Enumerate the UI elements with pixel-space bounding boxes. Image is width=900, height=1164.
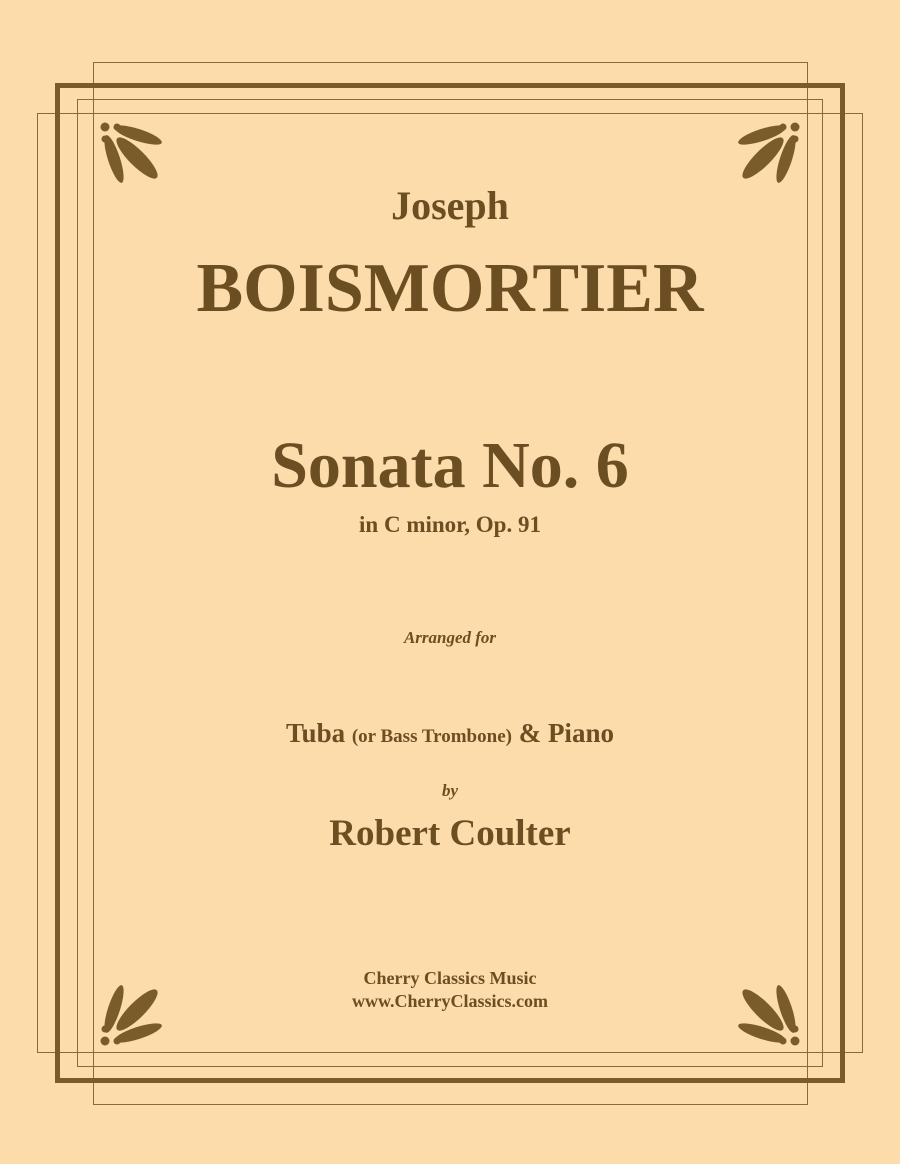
work-title: Sonata No. 6: [271, 429, 629, 502]
by-label: by: [441, 781, 459, 800]
instrument-main: Tuba: [286, 718, 346, 748]
instrument-accompaniment: & Piano: [518, 718, 614, 748]
composer-first-name: Joseph: [391, 183, 509, 228]
publisher-name: Cherry Classics Music: [363, 968, 537, 988]
work-subtitle: in C minor, Op. 91: [359, 512, 541, 537]
arranged-for-label: Arranged for: [403, 628, 497, 647]
instrumentation: [0, 717, 900, 753]
leaf-sprig-icon: [97, 118, 167, 188]
arranger-name: Robert Coulter: [329, 813, 571, 854]
instrument-alternative: (or Bass Trombone): [351, 726, 512, 747]
inner-frame: [77, 99, 823, 1067]
publisher-website: www.CherryClassics.com: [352, 991, 548, 1011]
composer-last-name: BOISMORTIER: [196, 250, 704, 327]
leaf-sprig-icon: [733, 118, 803, 188]
